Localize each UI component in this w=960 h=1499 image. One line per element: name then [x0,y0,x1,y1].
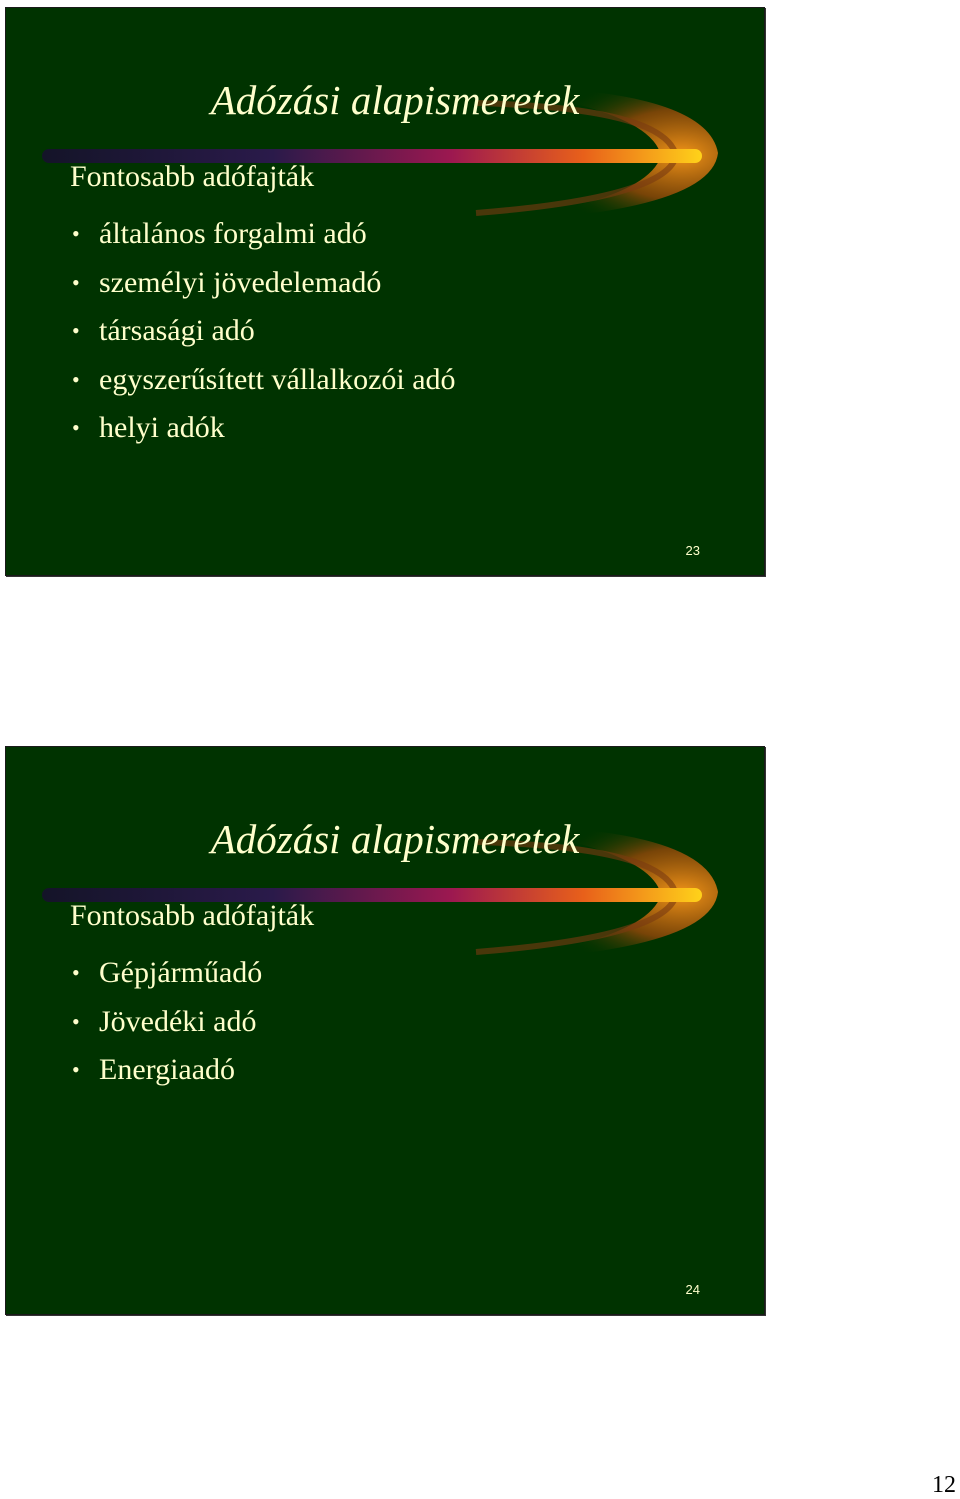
bullet-icon: • [72,366,80,392]
slide-subtitle: Fontosabb adófajták [70,160,315,193]
page-number: 12 [932,1472,956,1498]
list-item: • általános forgalmi adó [70,210,456,259]
slide-title: Adózási alapismeretek [210,77,580,123]
bullet-icon: • [72,221,80,246]
bullet-icon: • [72,1057,80,1082]
list-item: • társasági adó [70,307,456,356]
slide-24 [5,746,765,1315]
list-item: • személyi jövedelemadó [70,259,456,308]
slide-23 [5,7,765,576]
list-item: • Energiaadó [70,1046,262,1095]
bullet-list [70,949,262,1095]
slide-number: 23 [685,543,700,558]
slide-title: Adózási alapismeretek [210,816,580,862]
slide-number: 24 [685,1282,700,1297]
bullet-icon: • [72,960,80,985]
bullet-list [70,210,456,453]
bullet-icon: • [72,415,80,440]
list-item: • Jövedéki adó [70,998,262,1047]
bullet-icon: • [72,318,80,343]
bullet-icon: • [72,269,80,295]
list-item: • egyszerűsített vállalkozói adó [70,356,456,405]
list-item: • Gépjárműadó [70,949,262,998]
slide-subtitle: Fontosabb adófajták [70,899,315,932]
list-item: • helyi adók [70,404,456,453]
bullet-icon: • [72,1008,80,1034]
